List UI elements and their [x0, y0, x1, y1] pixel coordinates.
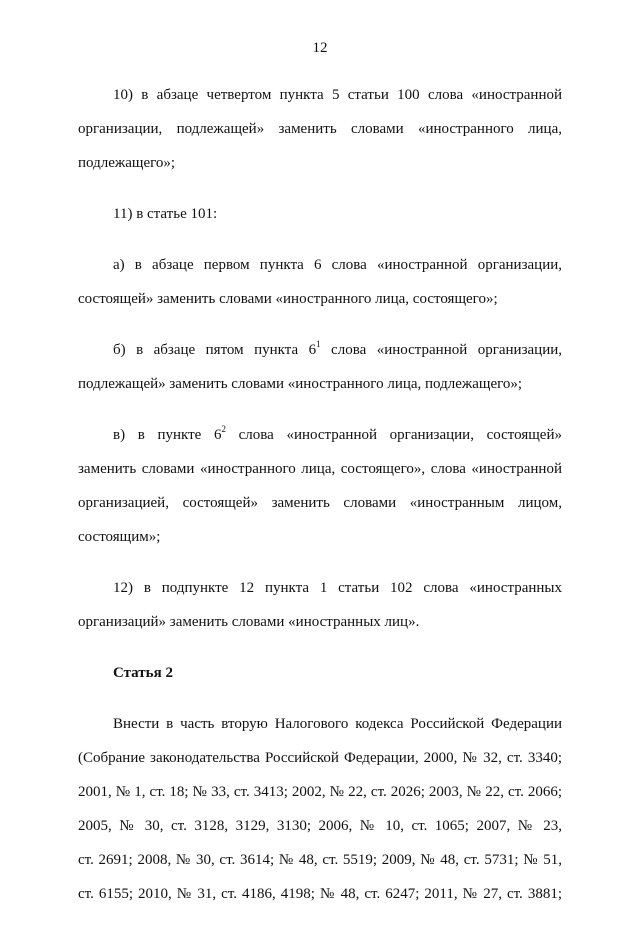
text-line: 2001, № 1, ст. 18; № 33, ст. 3413; 2002, № 22, ст. 2026; 2003, № 22, ст. 2066;: [78, 784, 562, 800]
superscript: 2: [221, 424, 226, 434]
text-line: ст. 2691; 2008, № 30, ст. 3614; № 48, ст. 5519; 2009, № 48, ст. 5731; № 51,: [78, 852, 562, 868]
article-heading: Статья 2: [113, 665, 173, 681]
document-body: [78, 78, 562, 928]
text-line: состоящим»;: [78, 529, 161, 545]
text-line: а) в абзаце первом пункта 6 слова «иностранной организации,: [113, 257, 562, 273]
paragraph-11a: [78, 248, 562, 316]
text-line: 2005, № 30, ст. 3128, 3129, 3130; 2006, № 10, ст. 1065; 2007, № 23,: [78, 818, 562, 834]
text-run: слова «иностранной организации,: [320, 342, 562, 358]
text-line: подлежащей» заменить словами «иностранного лица, подлежащего»;: [78, 376, 523, 392]
text-line: 12) в подпункте 12 пункта 1 статьи 102 слова «иностранных: [113, 580, 562, 596]
text-line: ст. 6155; 2010, № 31, ст. 4186, 4198; № 48, ст. 6247; 2011, № 27, ст. 3881;: [78, 886, 562, 902]
text-run: слова «иностранной организации, состоящей»: [225, 427, 562, 443]
superscript: 1: [316, 339, 321, 349]
text-line: [78, 418, 562, 452]
text-line: организации, подлежащей» заменить словами «иностранного лица,: [78, 121, 562, 137]
text-line: 11) в статье 101:: [113, 206, 218, 222]
paragraph-11b: [78, 333, 562, 401]
text-line: подлежащего»;: [78, 155, 176, 171]
paragraph-12: [78, 571, 562, 639]
text-line: организаций» заменить словами «иностранных лиц».: [78, 614, 420, 630]
text-run: в) в пункте 6: [113, 427, 222, 443]
text-line: Внести в часть вторую Налогового кодекса Российской Федерации: [113, 716, 562, 732]
text-run: б) в абзаце пятом пункта 6: [113, 342, 317, 358]
text-line: состоящей» заменить словами «иностранного лица, состоящего»;: [78, 291, 498, 307]
text-line: 10) в абзаце четвертом пункта 5 статьи 100 слова «иностранной: [113, 87, 562, 103]
text-line: [78, 333, 562, 367]
text-line: организацией, состоящей» заменить словами «иностранным лицом,: [78, 495, 562, 511]
paragraph-11v: [78, 418, 562, 554]
article-2-paragraph: [78, 707, 562, 911]
paragraph-10: [78, 78, 562, 180]
paragraph-11: [78, 197, 562, 231]
page-number: 12: [312, 40, 328, 56]
text-line: (Собрание законодательства Российской Федерации, 2000, № 32, ст. 3340;: [78, 750, 562, 766]
text-line: заменить словами «иностранного лица, состоящего», слова «иностранной: [78, 461, 562, 477]
